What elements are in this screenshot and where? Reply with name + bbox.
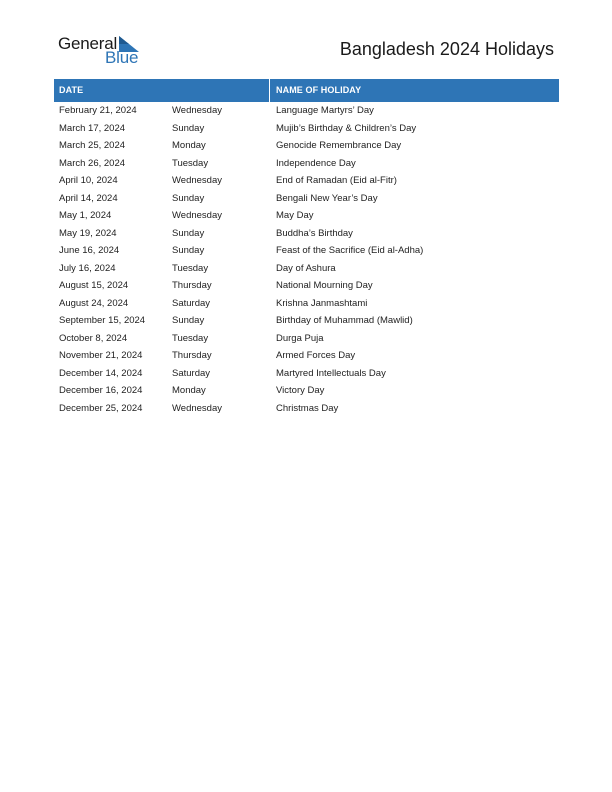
holiday-weekday: Wednesday [172,210,222,221]
holiday-date: May 1, 2024 [59,210,112,221]
header-divider [269,79,270,102]
column-header-name: NAME OF HOLIDAY [276,85,362,95]
holidays-table [54,79,559,417]
holiday-date: March 17, 2024 [59,122,126,134]
table-row [54,295,559,313]
holiday-weekday: Wednesday [172,105,222,116]
holiday-date: December 25, 2024 [59,402,143,414]
holiday-date: June 16, 2024 [59,245,120,256]
table-row [54,260,559,278]
holiday-date: August 15, 2024 [59,280,129,291]
holiday-date: April 10, 2024 [59,175,118,186]
holiday-date: December 16, 2024 [59,385,143,396]
holiday-name: Buddha’s Birthday [276,227,353,239]
table-row [54,312,559,330]
holiday-date: April 14, 2024 [59,192,118,204]
holiday-name: Bengali New Year’s Day [276,192,378,204]
holiday-weekday: Tuesday [172,262,209,274]
table-body [54,102,559,417]
holiday-weekday: Thursday [172,280,212,291]
table-row [54,365,559,383]
table-row [54,242,559,260]
holiday-weekday: Sunday [172,245,205,256]
column-header-date: DATE [59,85,84,95]
holiday-name: Language Martyrs’ Day [276,105,374,116]
table-row [54,400,559,418]
table-row [54,330,559,348]
holiday-name: Christmas Day [276,402,339,414]
table-row [54,225,559,243]
holiday-name: May Day [276,210,314,221]
holiday-weekday: Wednesday [172,175,222,186]
table-row [54,137,559,155]
holiday-weekday: Thursday [172,350,212,361]
holiday-weekday: Sunday [172,122,205,134]
table-row [54,207,559,225]
holiday-weekday: Saturday [172,367,211,379]
table-header [54,79,559,102]
holiday-date: March 25, 2024 [59,140,126,151]
holiday-weekday: Sunday [172,192,205,204]
holiday-date: May 19, 2024 [59,227,117,239]
table-row [54,155,559,173]
holiday-date: December 14, 2024 [59,367,143,379]
logo-word-blue: Blue [105,48,139,67]
holiday-name: Durga Puja [276,332,324,344]
table-row [54,277,559,295]
holiday-date: September 15, 2024 [59,315,146,326]
holiday-weekday: Tuesday [172,332,209,344]
holiday-name: Krishna Janmashtami [276,297,368,309]
holiday-weekday: Sunday [172,315,205,326]
holiday-date: August 24, 2024 [59,297,129,309]
holiday-name: Feast of the Sacrifice (Eid al-Adha) [276,245,424,256]
holiday-date: October 8, 2024 [59,332,128,344]
page-title: Bangladesh 2024 Holidays [339,39,554,59]
holiday-name: National Mourning Day [276,280,373,291]
logo-word-general: General [58,34,118,53]
table-row [54,382,559,400]
holiday-name: Armed Forces Day [276,350,356,361]
holiday-name: Victory Day [276,385,325,396]
table-row [54,120,559,138]
holiday-weekday: Monday [172,140,206,151]
holiday-weekday: Sunday [172,227,205,239]
holiday-name: Day of Ashura [276,262,336,274]
holiday-weekday: Saturday [172,297,211,309]
logo [58,34,148,68]
holiday-weekday: Wednesday [172,402,222,414]
holiday-name: Mujib’s Birthday & Children’s Day [276,122,417,134]
table-row [54,190,559,208]
holiday-date: March 26, 2024 [59,157,126,169]
table-row [54,172,559,190]
holiday-name: Genocide Remembrance Day [276,140,402,151]
holiday-date: February 21, 2024 [59,105,137,116]
holiday-name: Martyred Intellectuals Day [276,367,386,379]
table-row [54,102,559,120]
holiday-name: Independence Day [276,157,356,169]
holiday-date: July 16, 2024 [59,262,116,274]
holiday-weekday: Monday [172,385,206,396]
holiday-name: Birthday of Muhammad (Mawlid) [276,315,413,326]
holiday-weekday: Tuesday [172,157,209,169]
table-row [54,347,559,365]
holiday-name: End of Ramadan (Eid al-Fitr) [276,175,397,186]
holiday-date: November 21, 2024 [59,350,143,361]
